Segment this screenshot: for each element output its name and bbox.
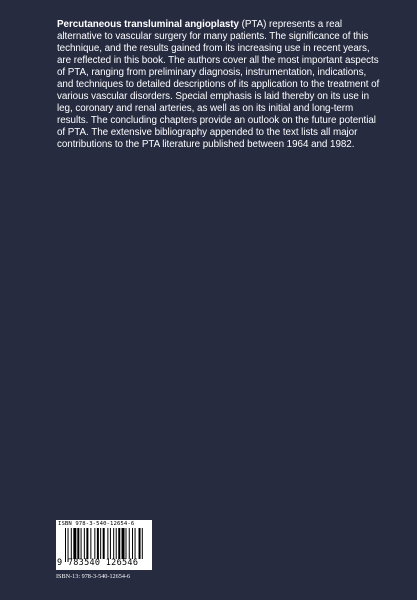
barcode-bar: [68, 528, 69, 562]
barcode-bar: [81, 528, 82, 559]
barcode-bar: [132, 528, 133, 559]
barcode-bar: [103, 528, 105, 559]
barcode-bar: [126, 528, 127, 559]
barcode-bar: [135, 528, 136, 559]
barcode-bar: [110, 528, 111, 559]
barcode-bar: [71, 528, 72, 559]
barcode-panel: [56, 520, 152, 570]
barcode-digits: 9 783540 126546: [57, 558, 139, 568]
barcode-isbn-top: ISBN 978-3-540-12654-6: [58, 521, 135, 527]
barcode-bar: [90, 528, 91, 559]
barcode-bar: [118, 528, 120, 559]
barcode-bar: [139, 528, 141, 559]
isbn-13-label: ISBN-13: 978-3-540-12654-6: [56, 573, 131, 580]
barcode-bar: [113, 528, 114, 559]
barcode-bar: [77, 528, 79, 559]
barcode-bar: [122, 528, 125, 559]
barcode-bar: [65, 528, 66, 562]
barcode-bar: [97, 528, 99, 559]
barcode-bar: [100, 528, 101, 559]
barcode-bar: [94, 528, 95, 559]
barcode-bar: [107, 528, 108, 559]
back-cover-blurb: [57, 19, 380, 150]
blurb-lead-bold: Percutaneous transluminal angioplasty: [57, 19, 239, 30]
barcode-bar: [116, 528, 117, 559]
barcode-bar: [73, 528, 76, 559]
barcode-bar: [142, 528, 143, 559]
barcode-bar: [86, 528, 88, 559]
barcode-icon: [65, 528, 145, 562]
barcode-bar: [129, 528, 130, 559]
blurb-body: (PTA) represents a real alternative to vascular surgery for many patients. The significance of this technique, and the results gained from its increasing use in recent years, are reflected in this book. The authors cover all the most important aspects of PTA, ranging from preliminary diagnosis, instrumentation, indications, and techniques to detailed descriptions of its application to the treatment of various vascular disorders. Special emphasis is laid thereby on its use in leg, coronary and renal arteries, as well as on its initial and long-term results. The concluding chapters provide an outlook on the future potential of PTA. The extensive bibliography appended to the text lists all major contributions to the PTA literature published between 1964 and 1982.: [57, 19, 380, 150]
barcode-bar: [84, 528, 85, 559]
